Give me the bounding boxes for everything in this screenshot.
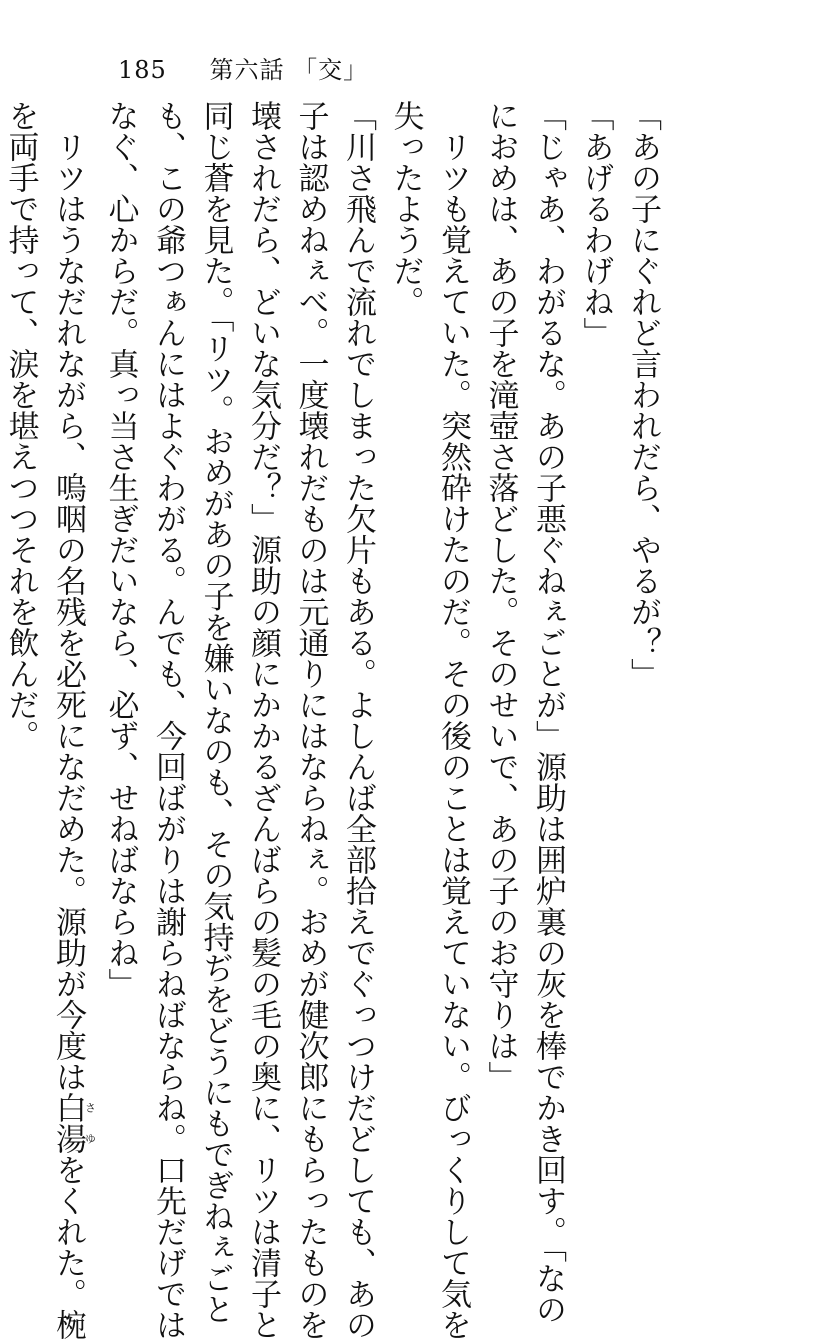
text-line-6: 失ったようだ。	[387, 100, 424, 317]
chapter-title: 第六話 「交」	[209, 56, 369, 84]
ruby-sayu-base: 白湯	[50, 1092, 86, 1154]
text-line-7: 「川さ飛んで流れでしまった欠片もある。よしんば全部拾えでぐっつけだどしても、あの	[340, 100, 376, 1340]
text-line-4: におめは、あの子を滝壺さ落どした。そのせいで、あの子のお守りは」	[482, 100, 519, 1092]
text-line-1: 「あの子にぐれど言われだら、やるが？」	[625, 100, 661, 689]
novel-body-text	[0, 100, 666, 1340]
text-line-3: 「じゃあ、わがるな。あの子悪ぐねぇごとが」源助は囲炉裏の灰を棒でかき回す。「なの	[530, 100, 566, 1325]
text-line-10: 同じ蒼を見た。「リツ。おめがあの子を嫌いなのも、その気持ぢをどうにもでぎねぇごと	[197, 100, 234, 1325]
text-line-8: 子は認めねぇべ。一度壊れだものは元通りにはならねぇ。おめが健次郎にもらったものを	[292, 100, 329, 1340]
ruby-sayu-reading: さゆ	[83, 1092, 97, 1154]
text-line-13-tail: をくれた。椀	[50, 1154, 86, 1340]
text-line-11: も、この爺つぁんにはよぐわがる。んでも、今回ばがりは謝らねばならね。口先だげでは	[150, 100, 186, 1340]
text-line-13-head: リツはうなだれながら、嗚咽の名残を必死になだめた。源助が今度は	[50, 131, 86, 1092]
ruby-sayu	[50, 1092, 97, 1154]
text-line-2: 「あげるわげね」	[577, 100, 614, 348]
text-line-13	[44, 100, 97, 1340]
text-line-9: 壊されだら、どいな気分だ？」源助の顔にかかるざんばらの髪の毛の奥に、リツは清子と	[245, 100, 281, 1340]
page-header	[118, 50, 368, 85]
text-line-5: リツも覚えていた。突然砕けたのだ。その後のことは覚えていない。びっくりして気を	[435, 131, 471, 1340]
page-number: 185	[118, 56, 167, 84]
text-line-14: を両手で持って、涙を堪えつつそれを飲んだ。	[2, 100, 39, 751]
text-line-12: なぐ、心からだ。真っ当さ生ぎだいなら、必ず、せねばならね」	[102, 100, 139, 999]
